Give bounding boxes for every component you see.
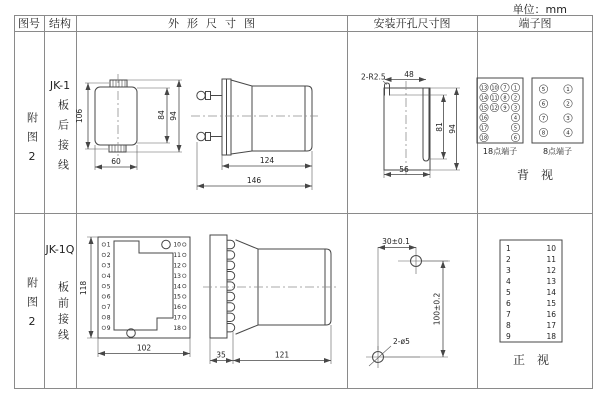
terminal-num: 3 [506,266,511,275]
terminal-num: 12 [546,266,556,275]
terminal-pin: 8 [541,130,546,137]
terminal-pin: 1 [566,87,570,93]
terminal-num: 10 [546,244,556,253]
ext-118 [87,237,98,338]
dim-146: 146 [246,176,262,185]
terminal-num: 18 [546,332,556,341]
row2-view-label: 正视 [512,353,561,367]
terminal-num: 17 [546,321,556,330]
terminal-pin: 16 [480,115,488,122]
front-pin: 17 [173,314,181,322]
terminal-num: 16 [546,310,556,319]
front-pin: 6 [106,293,111,301]
terminal-pin: 6 [541,101,546,108]
jk1q-panel [210,235,227,338]
front-pin: 11 [173,252,181,260]
front-pin: 8 [106,314,111,322]
jk1q-front-view [79,237,190,357]
terminal-pin: 13 [480,85,488,92]
terminal-pin: 7 [541,116,546,122]
terminal-num: 5 [506,288,511,297]
front-pin: 14 [173,283,181,291]
front-pin: 7 [106,304,111,312]
cutout-top-slot [385,83,390,95]
dim-56: 56 [399,165,409,174]
terminal-pin: 15 [480,105,488,112]
dim-124: 124 [259,156,275,165]
terminal-pin: 7 [503,85,507,92]
dim-84: 84 [157,110,166,120]
terminal-num: 9 [506,332,511,341]
dim-94: 94 [169,111,178,121]
terminal-num: 4 [506,277,511,286]
terminal-pin: 4 [513,115,518,122]
terminal-pin: 3 [566,116,570,122]
terminal-pin: 9 [503,105,507,112]
terminal-pin: 1 [513,85,518,92]
terminal18-caption: 18点端子 [482,147,518,156]
screw-top-nut [206,92,211,100]
row1-model: JK-1 [49,79,71,92]
front-pin: 15 [173,293,181,301]
terminal-num: 14 [546,288,556,297]
front-pin: 2 [106,252,111,260]
dim-35: 35 [216,350,226,360]
row1-fig-no: 附图2 [25,112,39,171]
terminal-num: 1 [506,244,511,253]
terminal8-caption: 8点端子 [542,147,573,156]
dim-81: 81 [435,122,444,132]
terminal-pin: 10 [491,85,498,92]
jk1-front-body [95,87,137,145]
mounting-hole-top [162,240,171,249]
dim-48: 48 [404,70,414,79]
dim-30: 30±0.1 [382,237,410,246]
terminal8-diagram [532,78,583,143]
slot-radius-label: 2-R2.5 [361,72,386,82]
terminal-pin: 2 [566,101,570,108]
jk1q-mounting-holes [366,237,450,368]
terminal-num: 2 [506,255,511,264]
terminal-pin: 5 [513,125,518,132]
front-pin: 13 [173,272,181,280]
dim-121: 121 [274,350,290,360]
terminal-hooks [227,240,235,332]
front-pin: 12 [173,262,181,270]
dim-102: 102 [136,343,152,353]
screw-top-head [197,91,205,99]
front-pin: 10 [173,241,181,249]
terminal-pin: 3 [513,105,518,112]
screw-bottom-head [197,132,205,140]
screw-bottom-nut [206,133,211,141]
row2-model: JK-1Q [45,243,75,256]
hole-size-label: 2-ø5 [393,337,410,346]
dim-118: 118 [79,280,88,296]
front-pin: 16 [173,304,181,312]
jk1-front-bottom-tab [109,145,126,152]
terminal-num: 13 [546,277,556,286]
terminal-num: 15 [546,299,556,308]
terminal18-diagram [477,78,523,143]
terminal-num: 7 [506,310,511,319]
terminal-pin: 18 [480,135,488,142]
row1-view-label: 背视 [516,168,565,182]
terminal-num: 6 [506,299,511,308]
hole-bottom-crosshair [366,346,420,368]
header-fig-no: 图号 [18,17,40,30]
row1-wiring: 板后接线 [56,99,70,179]
ext-side2 [210,325,331,364]
row2-fig-no: 附图2 [25,277,39,336]
terminal-num: 11 [546,255,556,264]
ext-106 [85,83,109,149]
jk1q-side-view [203,235,337,364]
terminal-pin: 14 [480,95,488,102]
front-pin: 5 [106,283,111,291]
front-pin: 1 [106,241,111,249]
header-outline: 外形尺寸图 [168,17,263,30]
front-pin: 18 [173,324,181,332]
dim-60: 60 [111,157,121,166]
unit-label: 单位：mm [512,3,567,16]
front-pin: 9 [106,324,111,332]
dim-100: 100±0.2 [432,292,442,326]
terminal-pin: 17 [480,125,488,132]
terminal-pin: 2 [513,95,518,102]
header-mounting: 安装开孔尺寸图 [373,17,451,30]
jk1-front-top-tab [110,80,127,87]
jk1-body [231,80,312,154]
jk1q-terminal-box [500,240,562,342]
header-structure: 结构 [49,17,71,30]
dim-106: 106 [75,108,84,124]
terminal-pin: 6 [513,135,518,142]
header-terminal: 端子图 [518,17,552,30]
terminal-num: 8 [506,321,511,330]
cutout-right-slot [423,88,429,161]
row2-wiring: 板前接线 [56,281,70,345]
terminal-pin: 8 [503,95,507,102]
jk1-front-view [75,74,182,170]
terminal-pin: 11 [491,95,498,102]
terminal-pin: 4 [566,130,570,137]
front-pin: 3 [106,262,111,270]
terminal-pin: 12 [491,105,498,112]
front-pin: 4 [106,272,111,280]
terminal-pin: 5 [541,87,546,93]
dim-94r: 94 [448,124,457,134]
jk1q-inner-shape [114,241,173,330]
top-tab-hatch [113,80,125,87]
jk1-mounting-cutout [361,70,460,178]
hole-top-crosshair [398,247,450,274]
jk1-side-view [191,79,318,190]
